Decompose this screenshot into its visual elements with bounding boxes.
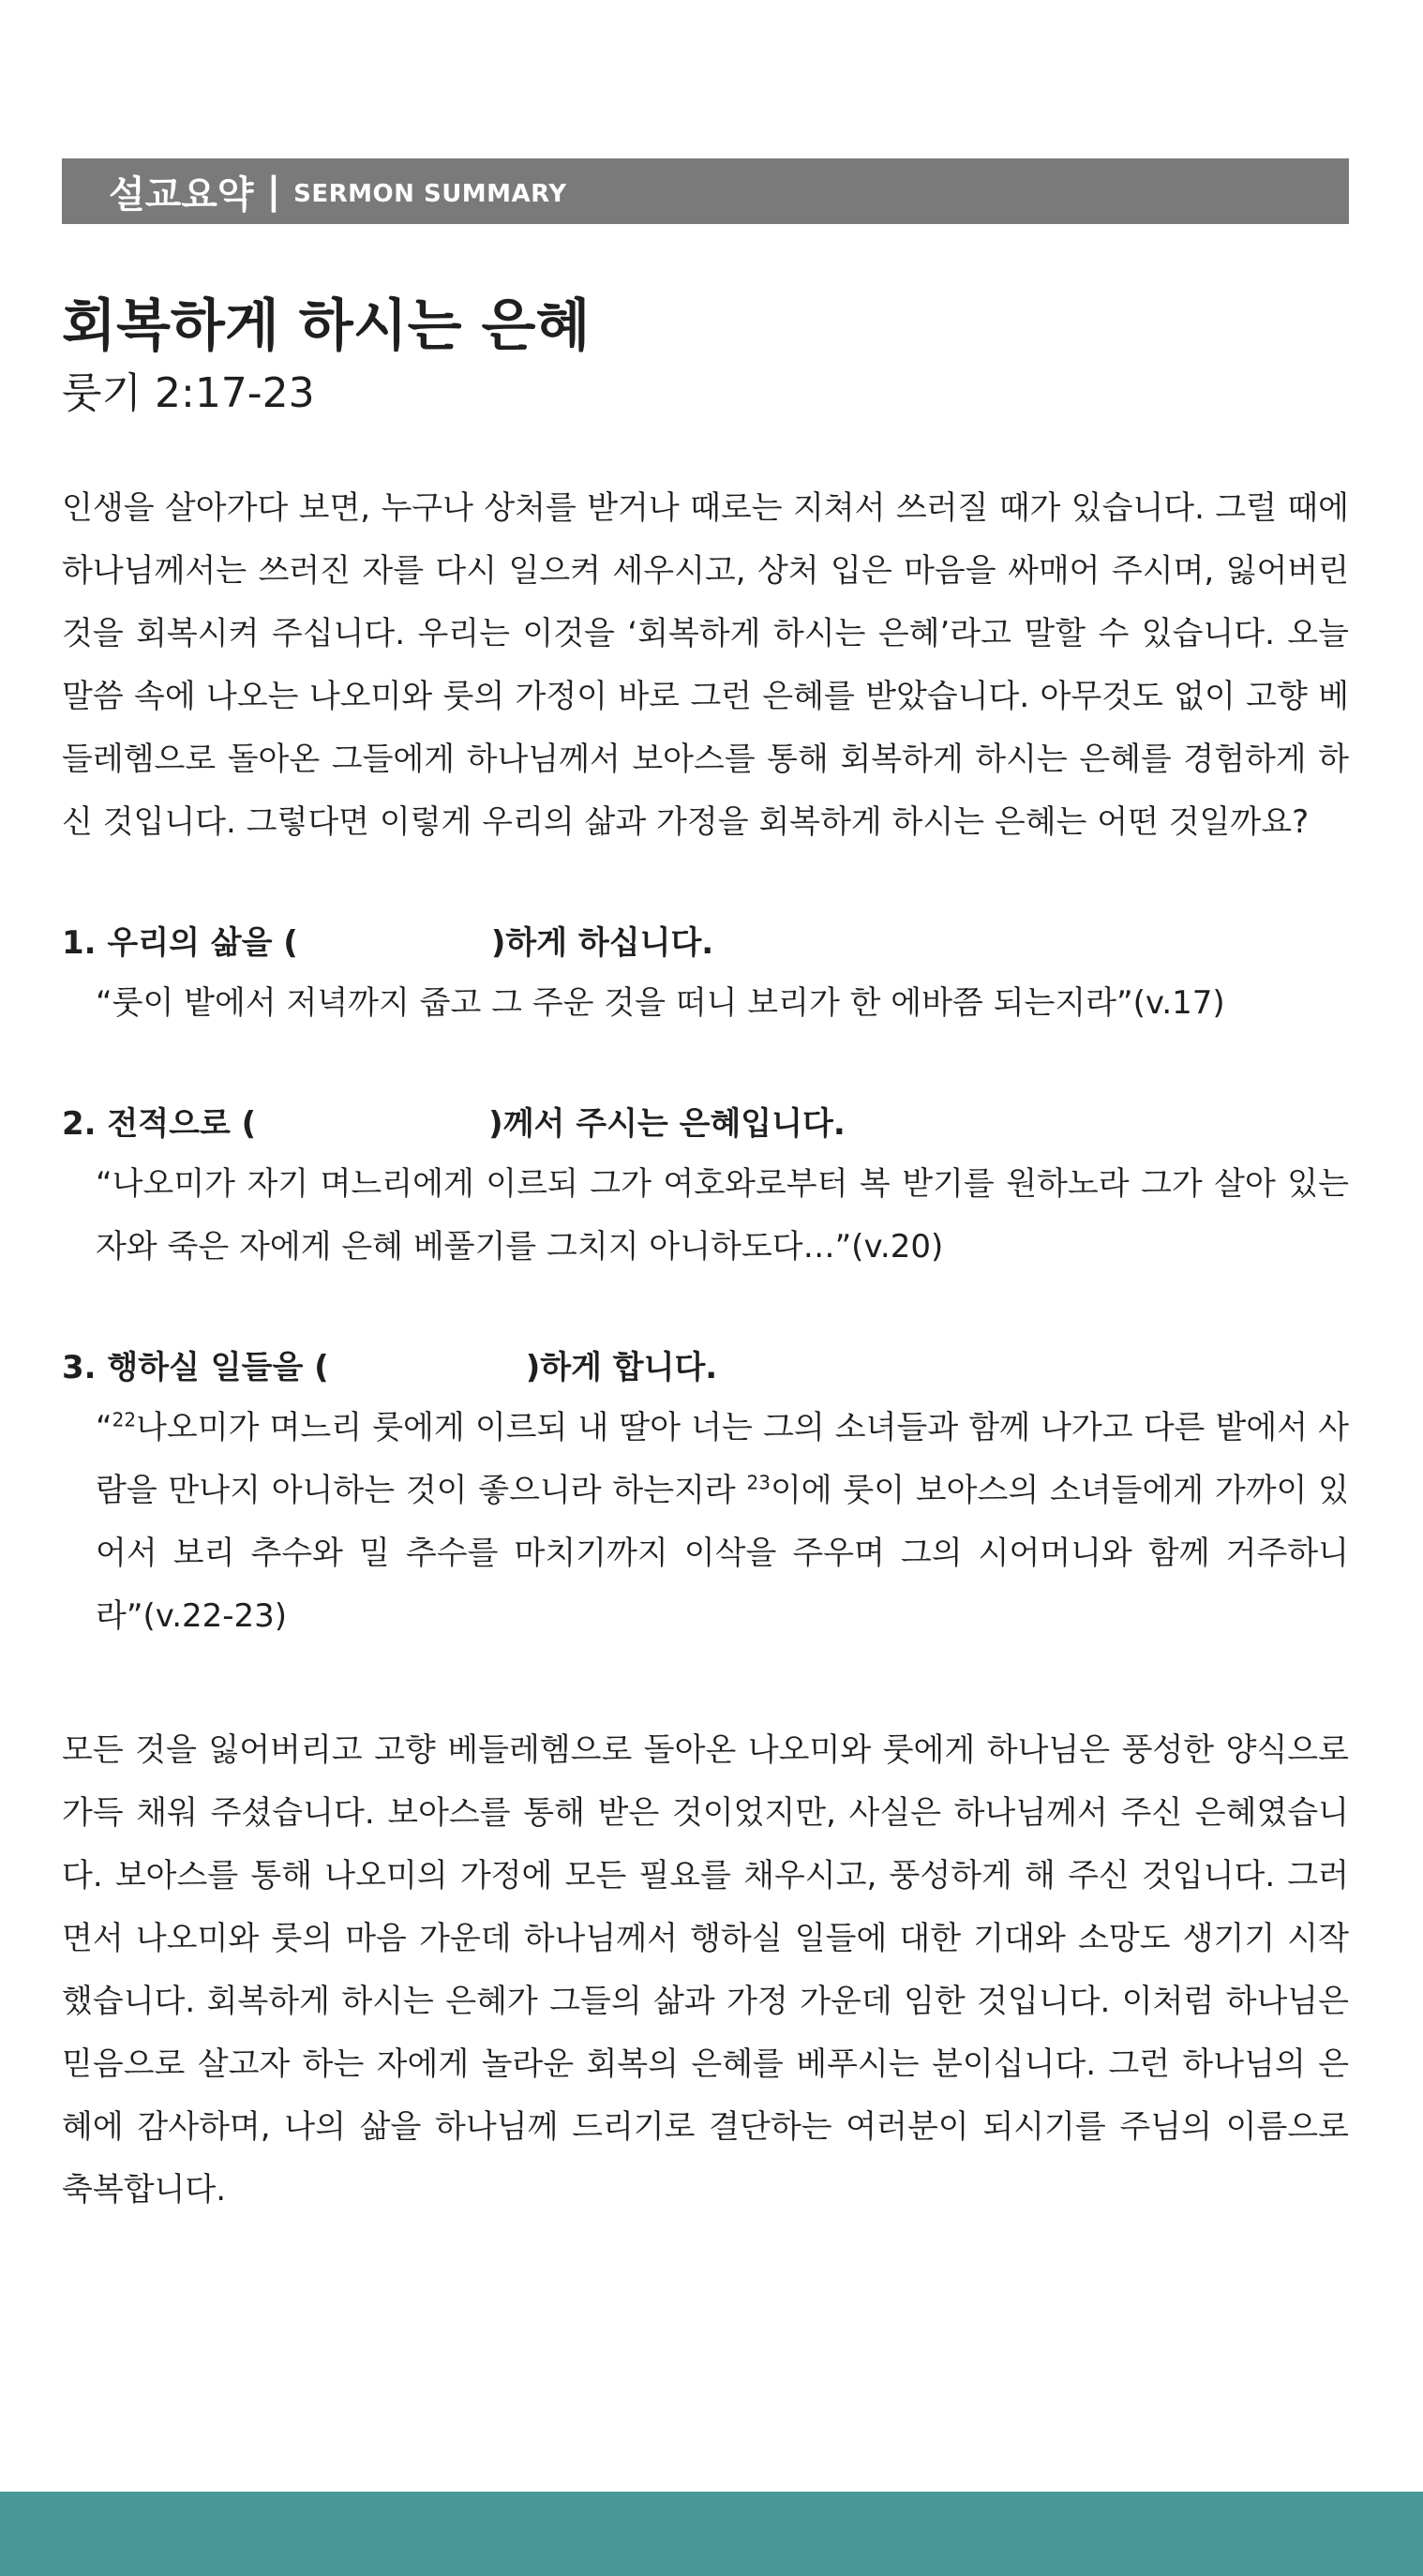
point-3 — [62, 1340, 1349, 1648]
point-heading-suffix: )께서 주시는 은혜입니다. — [488, 1104, 846, 1143]
header-title-korean: 설교요약 — [109, 172, 254, 217]
point-1 — [62, 916, 1349, 1035]
point-heading-prefix: 2. 전적으로 ( — [62, 1104, 257, 1143]
point-heading — [62, 916, 1349, 970]
quote-text: 나오미가 며느리 룻에게 이르되 내 딸아 너는 그의 소녀들과 함께 나가고 다른 밭에서 사람을 만나지 아니하는 것이 좋으니라 하는지라 — [96, 1408, 1349, 1509]
point-heading-suffix: )하게 하십니다. — [490, 923, 714, 962]
header-title-english: SERMON SUMMARY — [293, 180, 567, 208]
point-heading — [62, 1340, 1349, 1395]
scripture-quote: “룻이 밭에서 저녁까지 줍고 그 주운 것을 떠니 보리가 한 에바쯤 되는지라”(v.17) — [96, 983, 1225, 1022]
scripture-quote: “나오미가 자기 며느리에게 이르되 그가 여호와로부터 복 받기를 원하노라 그가 살아 있는 자와 죽은 자에게 은혜 베풀기를 그치지 아니하도다…”(v.20) — [96, 1164, 1349, 1266]
point-heading-suffix: )하게 합니다. — [525, 1348, 718, 1386]
point-heading — [62, 1097, 1349, 1151]
scripture-quote — [62, 1397, 1349, 1648]
verse-number: 22 — [112, 1408, 137, 1431]
sermon-title: 회복하게 하시는 은혜 — [62, 293, 591, 359]
point-2 — [62, 1097, 1349, 1279]
quote-open-mark: “ — [96, 1408, 112, 1446]
fill-in-blank — [298, 916, 491, 970]
fill-in-blank — [329, 1340, 526, 1395]
footer-bar — [0, 2492, 1423, 2576]
point-heading-prefix: 3. 행하실 일들을 ( — [62, 1348, 329, 1386]
quote-text: 이에 룻이 보아스의 소녀들에게 가까이 있어서 보리 추수와 밀 추수를 마치기까지 이삭을 주우며 그의 시어머니와 함께 거주하니라”(v.22-23) — [96, 1471, 1349, 1635]
sermon-content — [62, 281, 1349, 2222]
scripture-reference: 룻기 2:17-23 — [62, 369, 315, 417]
header-separator: | — [266, 170, 281, 213]
fill-in-blank — [256, 1097, 488, 1151]
closing-paragraph: 모든 것을 잃어버리고 고향 베들레헴으로 돌아온 나오미와 룻에게 하나님은 풍성한 양식으로 가득 채워 주셨습니다. 보아스를 통해 받은 것이었지만, 사실은 하나님께서 주신 은혜였습니다. 보아스를 통해 나오미의 가정에 모든 필요를 채우시고, 풍성하게 해 주신 것입니다. 그러면서 나오미와 룻의 마음 가운데 하나님께서 행하실 일들에 대한 기대와 소망도 생기기 시작했습니다. 회복하게 하시는 은혜가 그들의 삶과 가정 가운데 임한 것입니다. 이처럼 하나님은 믿음으로 살고자 하는 자에게 놀라운 회복의 은혜를 베푸시는 분이십니다. 그런 하나님의 은혜에 감사하며, 나의 삶을 하나님께 드리기로 결단하는 여러분이 되시기를 주님의 이름으로 축복합니다. — [62, 1730, 1349, 2209]
verse-number: 23 — [746, 1471, 771, 1494]
section-header — [62, 158, 1349, 224]
point-heading-prefix: 1. 우리의 삶을 ( — [62, 923, 298, 962]
intro-paragraph: 인생을 살아가다 보면, 누구나 상처를 받거나 때로는 지쳐서 쓰러질 때가 있습니다. 그럴 때에 하나님께서는 쓰러진 자를 다시 일으켜 세우시고, 상처 입은 마음을 싸매어 주시며, 잃어버린 것을 회복시켜 주십니다. 우리는 이것을 ‘회복하게 하시는 은혜’라고 말할 수 있습니다. 오늘 말씀 속에 나오는 나오미와 룻의 가정이 바로 그런 은혜를 받았습니다. 아무것도 없이 고향 베들레헴으로 돌아온 그들에게 하나님께서 보아스를 통해 회복하게 하시는 은혜를 경험하게 하신 것입니다. 그렇다면 이렇게 우리의 삶과 가정을 회복하게 하시는 은혜는 어떤 것일까요? — [62, 488, 1349, 841]
